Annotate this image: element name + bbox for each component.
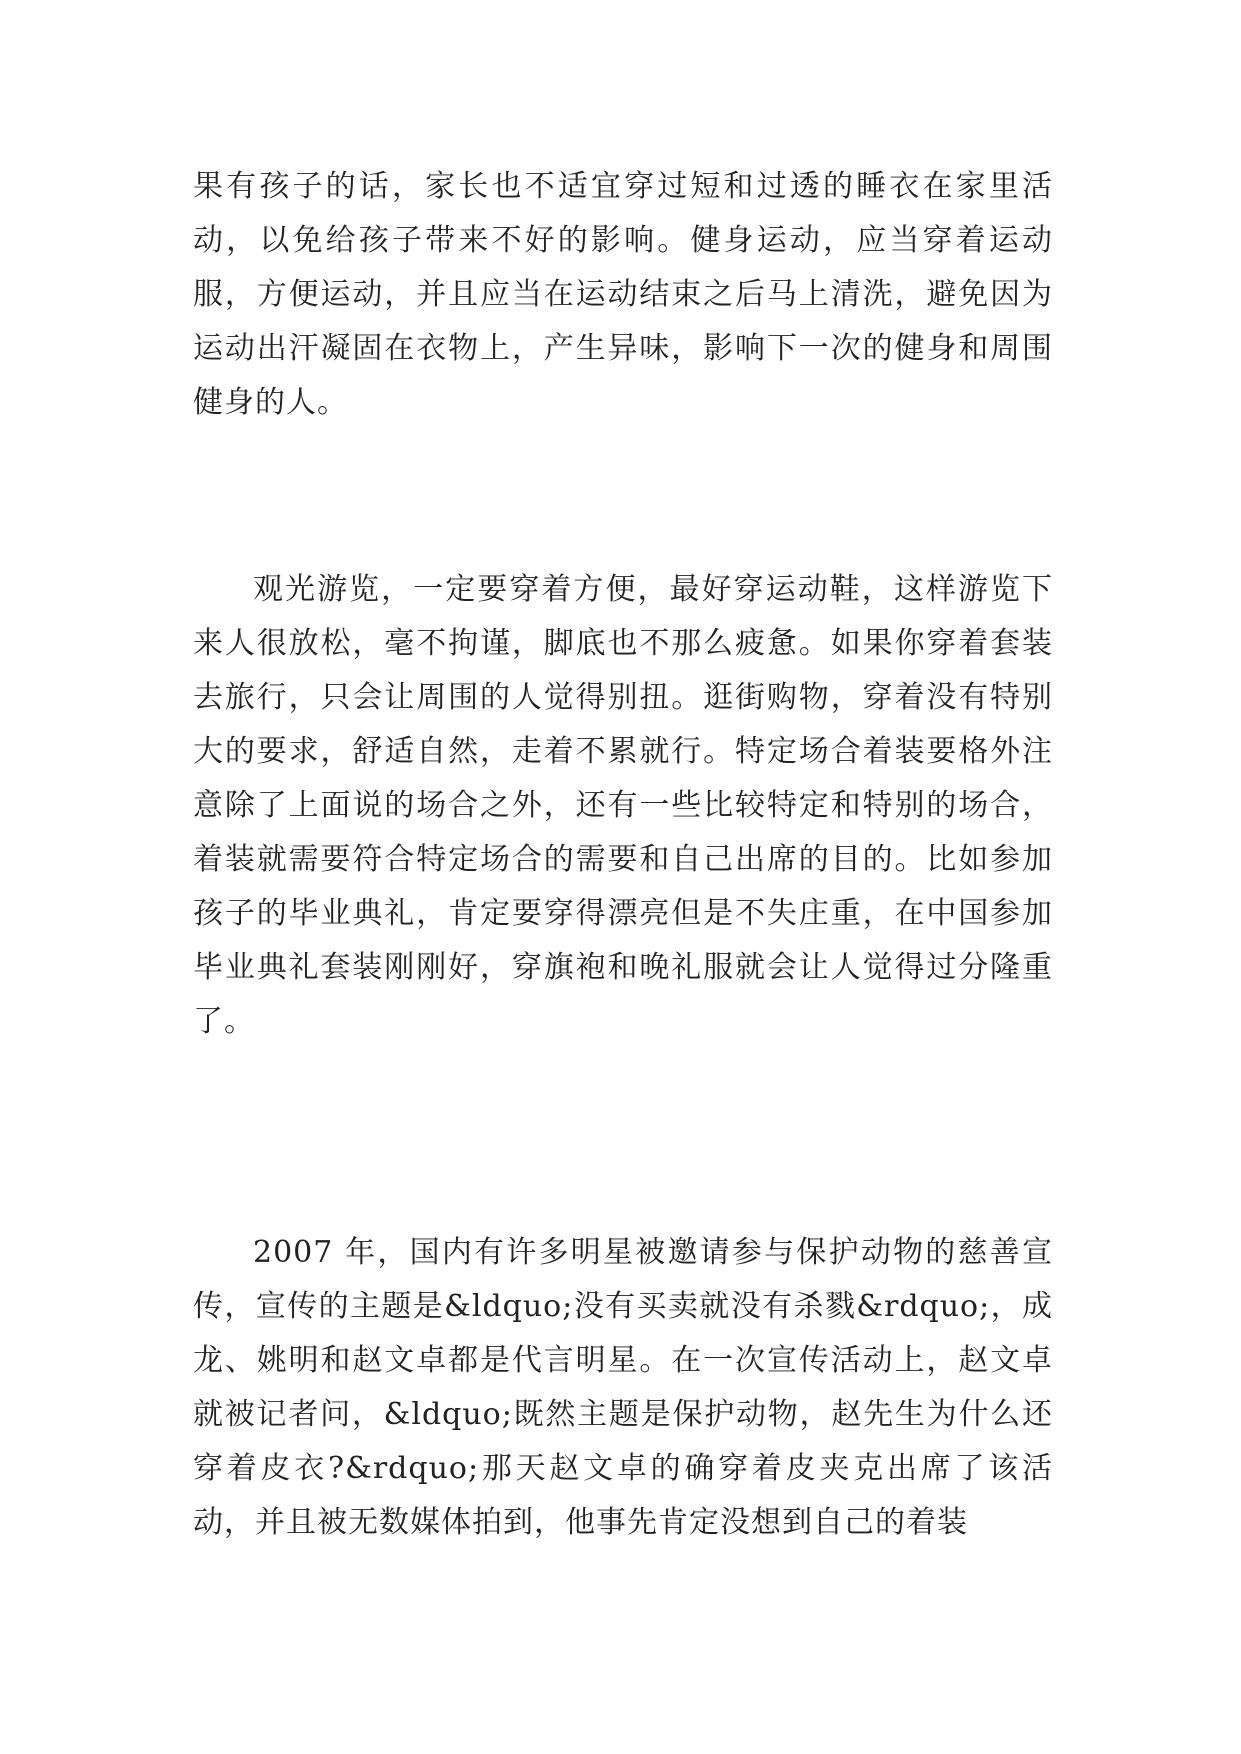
paragraph-3: 2007 年，国内有许多明星被邀请参与保护动物的慈善宣传，宣传的主题是&ldquo;没有买卖就没有杀戮&rdquo;，成龙、姚明和赵文卓都是代言明星。在一次宣传活动上，赵文卓就被记者问，&ldquo;既然主题是保护动物，赵先生为什么还穿着皮衣?&rdquo;那天赵文卓的确穿着皮夹克出席了该活动，并且被无数媒体拍到，他事先肯定没想到自己的着装 <box>193 1235 1053 1540</box>
paragraph-2: 观光游览，一定要穿着方便，最好穿运动鞋，这样游览下来人很放松，毫不拘谨，脚底也不那么疲惫。如果你穿着套装去旅行，只会让周围的人觉得别扭。逛街购物，穿着没有特别大的要求，舒适自然，走着不累就行。特定场合着装要格外注意除了上面说的场合之外，还有一些比较特定和特别的场合，着装就需要符合特定场合的需要和自己出席的目的。比如参加孩子的毕业典礼，肯定要穿得漂亮但是不失庄重，在中国参加毕业典礼套装刚刚好，穿旗袍和晚礼服就会让人觉得过分隆重了。 <box>193 572 1053 1039</box>
paragraph-1: 果有孩子的话，家长也不适宜穿过短和过透的睡衣在家里活动，以免给孩子带来不好的影响。健身运动，应当穿着运动服，方便运动，并且应当在运动结束之后马上清洗，避免因为运动出汗凝固在衣物上，产生异味，影响下一次的健身和周围健身的人。 <box>193 169 1053 420</box>
